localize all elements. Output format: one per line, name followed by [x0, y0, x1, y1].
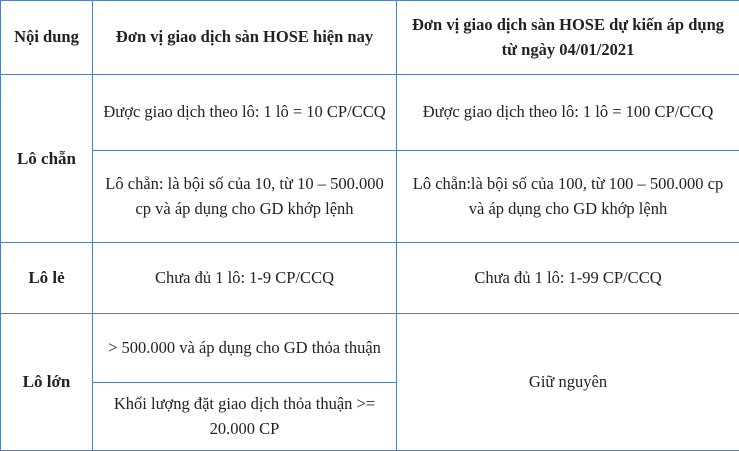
cell-lo-le-planned: Chưa đủ 1 lô: 1-99 CP/CCQ — [397, 243, 739, 314]
cell-lo-chan-planned-2: Lô chẵn:là bội số của 100, từ 100 – 500.000 cp và áp dụng cho GD khớp lệnh — [397, 151, 739, 243]
table-row — [1, 151, 739, 243]
cell-lo-chan-current-1: Được giao dịch theo lô: 1 lô = 10 CP/CCQ — [93, 75, 397, 151]
header-content: Nội dung — [1, 1, 93, 75]
table-row — [1, 314, 739, 383]
cell-lo-le-current: Chưa đủ 1 lô: 1-9 CP/CCQ — [93, 243, 397, 314]
row-label-lo-le: Lô lẻ — [1, 243, 93, 314]
row-label-lo-chan: Lô chẵn — [1, 75, 93, 243]
row-label-lo-lon: Lô lớn — [1, 314, 93, 451]
header-planned-unit: Đơn vị giao dịch sàn HOSE dự kiến áp dụng từ ngày 04/01/2021 — [397, 1, 739, 75]
cell-lo-chan-current-2: Lô chẵn: là bội số của 10, từ 10 – 500.000 cp và áp dụng cho GD khớp lệnh — [93, 151, 397, 243]
header-row — [1, 1, 739, 75]
cell-lo-lon-current-1: > 500.000 và áp dụng cho GD thỏa thuận — [93, 314, 397, 383]
table-row — [1, 75, 739, 151]
table-row — [1, 243, 739, 314]
header-current-unit: Đơn vị giao dịch sàn HOSE hiện nay — [93, 1, 397, 75]
cell-lo-lon-planned: Giữ nguyên — [397, 314, 739, 451]
cell-lo-lon-current-2: Khối lượng đặt giao dịch thỏa thuận >= 20.000 CP — [93, 383, 397, 451]
cell-lo-chan-planned-1: Được giao dịch theo lô: 1 lô = 100 CP/CCQ — [397, 75, 739, 151]
